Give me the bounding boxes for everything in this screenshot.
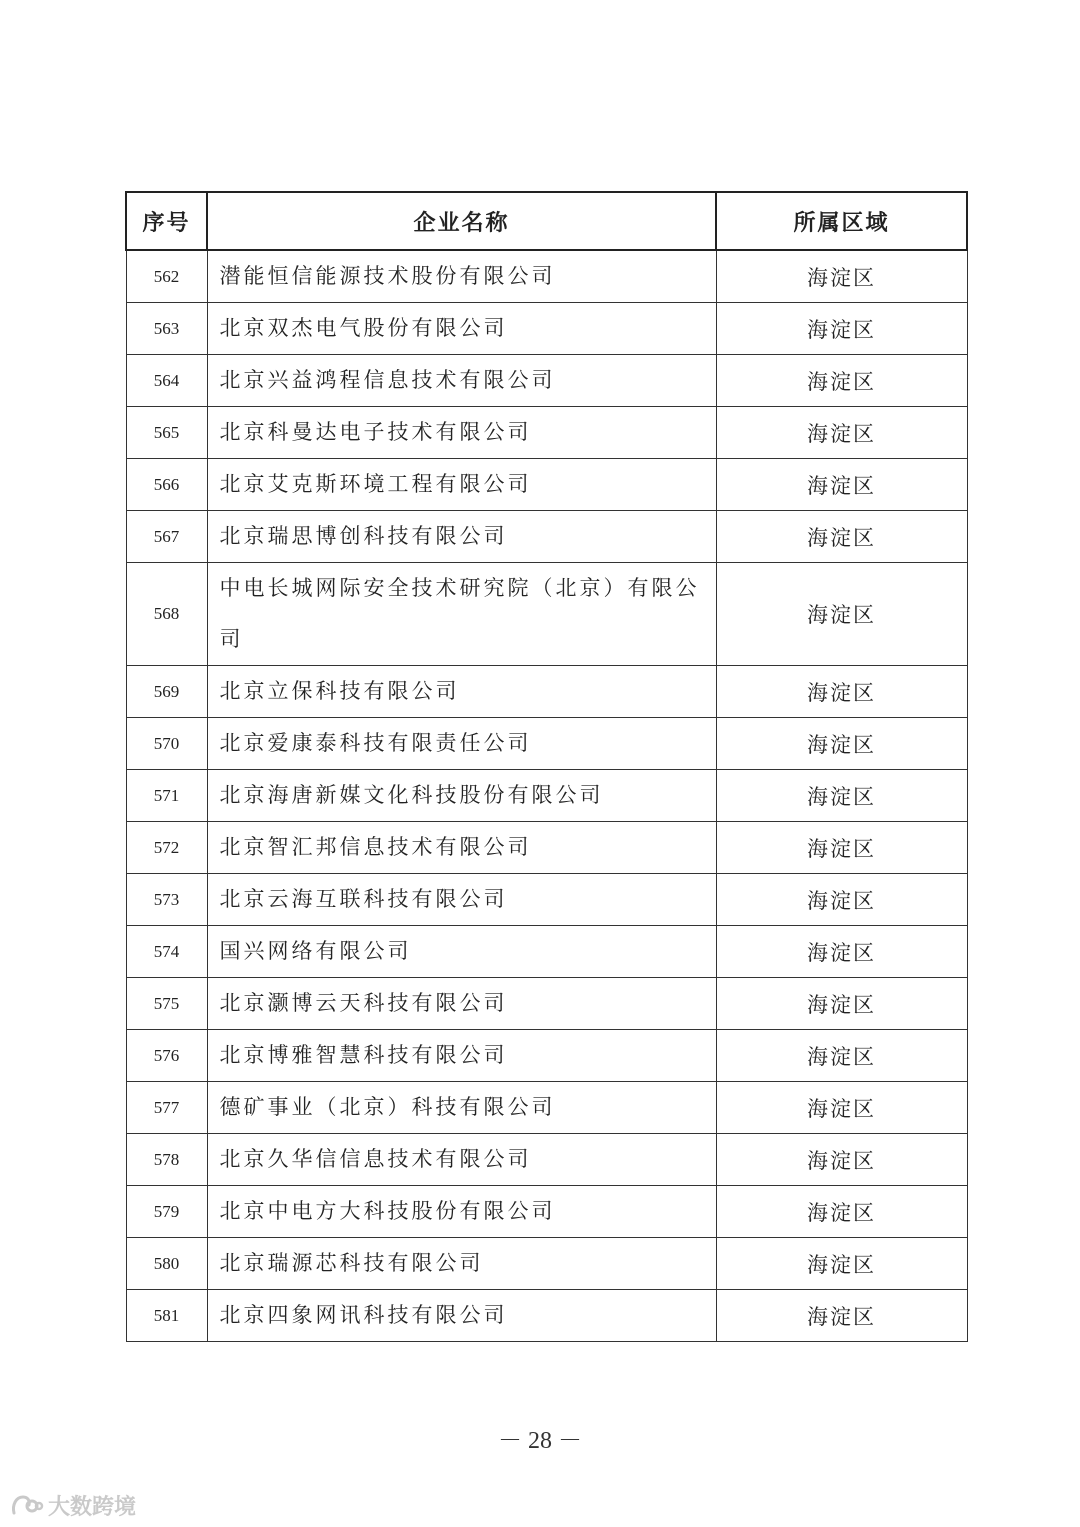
row-company-name: 德矿事业（北京）科技有限公司 (207, 1082, 716, 1134)
row-area: 海淀区 (716, 1134, 967, 1186)
row-area: 海淀区 (716, 459, 967, 511)
row-company-name: 北京瑞源芯科技有限公司 (207, 1238, 716, 1290)
row-company-name: 北京艾克斯环境工程有限公司 (207, 459, 716, 511)
table-row (126, 926, 967, 978)
row-index: 577 (126, 1082, 207, 1134)
row-area: 海淀区 (716, 355, 967, 407)
table-row (126, 459, 967, 511)
row-company-name: 潜能恒信能源技术股份有限公司 (207, 250, 716, 303)
row-index: 580 (126, 1238, 207, 1290)
table-row (126, 511, 967, 563)
row-index: 573 (126, 874, 207, 926)
row-company-name: 北京双杰电气股份有限公司 (207, 303, 716, 355)
header-company-name: 企业名称 (207, 192, 716, 250)
row-area: 海淀区 (716, 1290, 967, 1342)
row-area: 海淀区 (716, 718, 967, 770)
row-company-name: 北京瑞思博创科技有限公司 (207, 511, 716, 563)
table-row (126, 1186, 967, 1238)
row-index: 566 (126, 459, 207, 511)
page-number: － 28 － (498, 1428, 582, 1454)
row-area: 海淀区 (716, 978, 967, 1030)
watermark (10, 1490, 136, 1521)
row-index: 575 (126, 978, 207, 1030)
row-company-name: 中电长城网际安全技术研究院（北京）有限公司 (207, 563, 716, 666)
row-index: 568 (126, 563, 207, 666)
row-index: 578 (126, 1134, 207, 1186)
row-area: 海淀区 (716, 666, 967, 718)
row-index: 563 (126, 303, 207, 355)
row-area: 海淀区 (716, 926, 967, 978)
row-company-name: 北京科曼达电子技术有限公司 (207, 407, 716, 459)
table-row (126, 563, 967, 666)
table-row (126, 874, 967, 926)
table-header-row (126, 192, 967, 250)
table-row (126, 355, 967, 407)
row-area: 海淀区 (716, 770, 967, 822)
table-row (126, 770, 967, 822)
row-company-name: 北京海唐新媒文化科技股份有限公司 (207, 770, 716, 822)
table-row (126, 822, 967, 874)
row-company-name: 北京久华信信息技术有限公司 (207, 1134, 716, 1186)
row-index: 569 (126, 666, 207, 718)
table-row (126, 1290, 967, 1342)
row-index: 571 (126, 770, 207, 822)
row-company-name: 北京爱康泰科技有限责任公司 (207, 718, 716, 770)
row-area: 海淀区 (716, 1030, 967, 1082)
row-company-name: 北京云海互联科技有限公司 (207, 874, 716, 926)
row-area: 海淀区 (716, 1238, 967, 1290)
row-area: 海淀区 (716, 822, 967, 874)
row-area: 海淀区 (716, 250, 967, 303)
row-index: 564 (126, 355, 207, 407)
company-table (125, 191, 968, 1342)
table-row (126, 407, 967, 459)
row-company-name: 北京兴益鸿程信息技术有限公司 (207, 355, 716, 407)
row-company-name: 北京中电方大科技股份有限公司 (207, 1186, 716, 1238)
watermark-text: 大数跨境 (48, 1495, 137, 1520)
row-index: 562 (126, 250, 207, 303)
row-company-name: 北京博雅智慧科技有限公司 (207, 1030, 716, 1082)
row-company-name: 北京灏博云天科技有限公司 (207, 978, 716, 1030)
row-index: 581 (126, 1290, 207, 1342)
row-area: 海淀区 (716, 511, 967, 563)
row-area: 海淀区 (716, 874, 967, 926)
row-index: 572 (126, 822, 207, 874)
table-row (126, 666, 967, 718)
row-index: 570 (126, 718, 207, 770)
row-area: 海淀区 (716, 303, 967, 355)
row-company-name: 北京立保科技有限公司 (207, 666, 716, 718)
brand-logo-icon (10, 1493, 44, 1519)
table-body (126, 250, 967, 1342)
row-area: 海淀区 (716, 407, 967, 459)
row-area: 海淀区 (716, 563, 967, 666)
row-area: 海淀区 (716, 1082, 967, 1134)
row-index: 576 (126, 1030, 207, 1082)
row-index: 579 (126, 1186, 207, 1238)
table-row (126, 1238, 967, 1290)
header-area: 所属区域 (716, 192, 967, 250)
table-row (126, 718, 967, 770)
row-index: 565 (126, 407, 207, 459)
row-index: 567 (126, 511, 207, 563)
row-company-name: 国兴网络有限公司 (207, 926, 716, 978)
header-index: 序号 (126, 192, 207, 250)
table-row (126, 1030, 967, 1082)
row-area: 海淀区 (716, 1186, 967, 1238)
table-row (126, 1082, 967, 1134)
row-company-name: 北京四象网讯科技有限公司 (207, 1290, 716, 1342)
table-row (126, 250, 967, 303)
table-row (126, 303, 967, 355)
table-row (126, 1134, 967, 1186)
row-company-name: 北京智汇邦信息技术有限公司 (207, 822, 716, 874)
table-row (126, 978, 967, 1030)
row-index: 574 (126, 926, 207, 978)
